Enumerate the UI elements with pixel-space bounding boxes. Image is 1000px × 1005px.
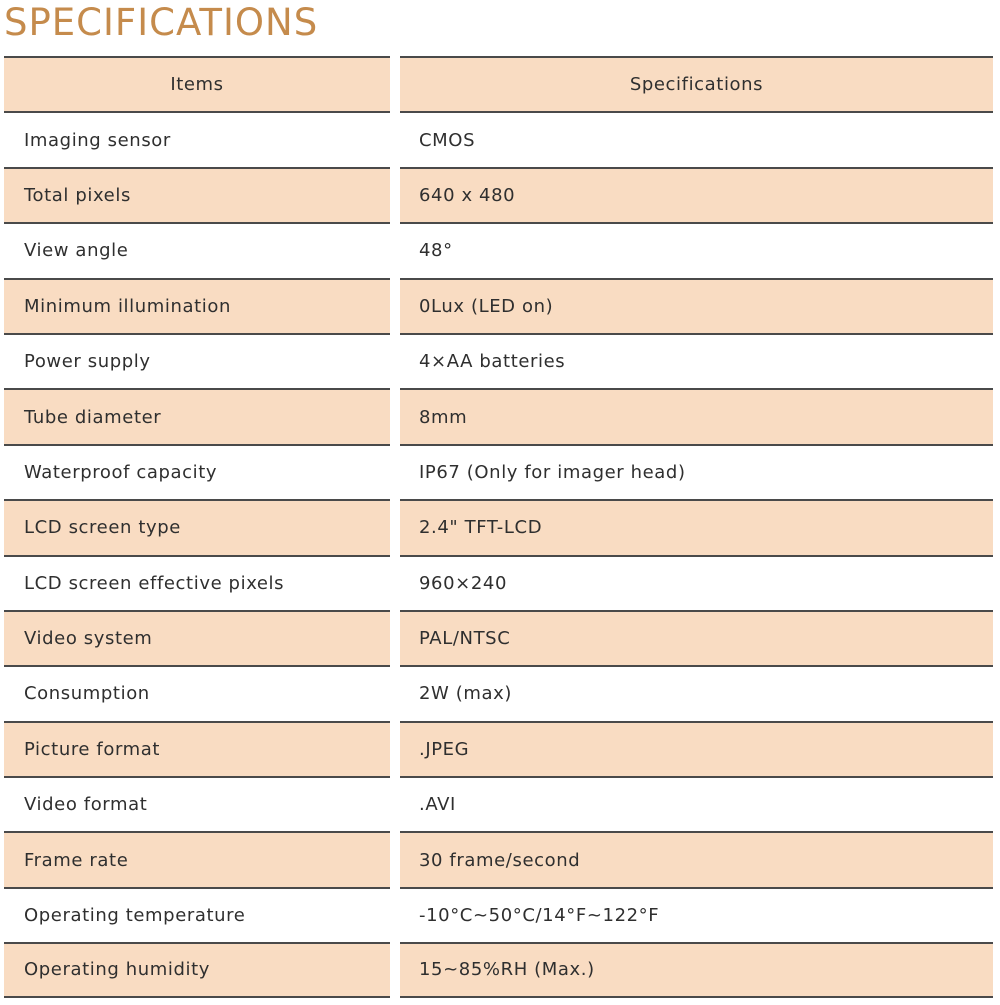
item-cell: Power supply	[4, 333, 390, 388]
item-cell: Total pixels	[4, 167, 390, 222]
table-row	[0, 942, 1000, 997]
table-row	[0, 665, 1000, 720]
spec-cell: 4×AA batteries	[400, 333, 993, 388]
table-row	[0, 444, 1000, 499]
item-cell: Video format	[4, 776, 390, 831]
spec-cell: PAL/NTSC	[400, 610, 993, 665]
table-row	[0, 222, 1000, 277]
table-header-row	[0, 56, 1000, 111]
item-cell: Minimum illumination	[4, 278, 390, 333]
item-cell: Imaging sensor	[4, 111, 390, 166]
page-title: SPECIFICATIONS	[4, 1, 319, 44]
specifications-table	[0, 56, 1000, 998]
spec-cell: 48°	[400, 222, 993, 277]
table-row	[0, 278, 1000, 333]
table-row	[0, 555, 1000, 610]
item-cell: Consumption	[4, 665, 390, 720]
item-cell: Waterproof capacity	[4, 444, 390, 499]
item-cell: Tube diameter	[4, 388, 390, 443]
item-cell: Operating temperature	[4, 887, 390, 942]
spec-cell: IP67 (Only for imager head)	[400, 444, 993, 499]
item-cell: Frame rate	[4, 831, 390, 886]
spec-cell: .AVI	[400, 776, 993, 831]
table-row	[0, 831, 1000, 886]
table-row	[0, 388, 1000, 443]
spec-cell: -10°C~50°C/14°F~122°F	[400, 887, 993, 942]
spec-cell: 0Lux (LED on)	[400, 278, 993, 333]
table-row	[0, 499, 1000, 554]
spec-cell: 30 frame/second	[400, 831, 993, 886]
spec-cell: 960×240	[400, 555, 993, 610]
column-header-items: Items	[4, 56, 390, 111]
item-cell: Video system	[4, 610, 390, 665]
table-row	[0, 167, 1000, 222]
spec-cell: 640 x 480	[400, 167, 993, 222]
table-row	[0, 887, 1000, 942]
table-row	[0, 111, 1000, 166]
spec-cell: .JPEG	[400, 721, 993, 776]
spec-cell: CMOS	[400, 111, 993, 166]
item-cell: LCD screen type	[4, 499, 390, 554]
item-cell: LCD screen effective pixels	[4, 555, 390, 610]
spec-cell: 15~85%RH (Max.)	[400, 942, 993, 997]
column-header-specifications: Specifications	[400, 56, 993, 111]
item-cell: Picture format	[4, 721, 390, 776]
table-row	[0, 333, 1000, 388]
item-cell: View angle	[4, 222, 390, 277]
item-cell: Operating humidity	[4, 942, 390, 997]
table-row	[0, 776, 1000, 831]
spec-cell: 2.4" TFT-LCD	[400, 499, 993, 554]
spec-cell: 8mm	[400, 388, 993, 443]
table-row	[0, 721, 1000, 776]
spec-cell: 2W (max)	[400, 665, 993, 720]
table-row	[0, 610, 1000, 665]
